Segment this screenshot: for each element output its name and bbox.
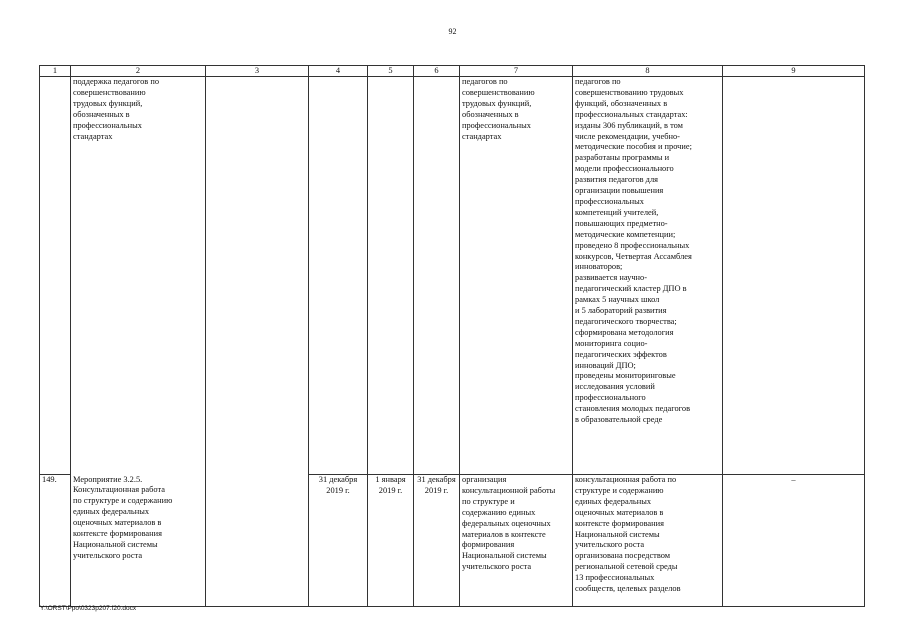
text-line: совершенствованию — [73, 87, 146, 97]
text-line: учительского роста — [73, 550, 143, 560]
expected-result-cell — [460, 77, 573, 475]
text-line: содержанию единых — [462, 507, 536, 517]
table-row-continued — [40, 77, 865, 475]
text-line: Консультационная работа — [73, 485, 165, 495]
header-cell: 7 — [460, 66, 573, 77]
text-line: стандартах — [462, 131, 502, 141]
text-line: 2019 г. — [326, 485, 350, 495]
text-line: педагогического творчества; — [575, 316, 677, 326]
actual-result-cell — [573, 77, 723, 475]
text-line: функций, обозначенных в — [575, 98, 668, 108]
text-line: методические компетенции; — [575, 229, 676, 239]
text-line: единых федеральных — [575, 496, 652, 506]
end-date-cell — [414, 475, 460, 607]
text-line: 1 января — [375, 475, 406, 484]
start-date-cell — [368, 77, 414, 475]
text-line: совершенствованию — [462, 87, 535, 97]
activity-cell — [71, 475, 206, 607]
text-line: педагогов по — [575, 77, 621, 86]
text-line: контексте формирования — [575, 518, 664, 528]
header-cell: 9 — [723, 66, 865, 77]
page-number: 92 — [448, 27, 457, 36]
text-line: региональной сетевой среды — [575, 562, 678, 572]
text-line: оценочных материалов в — [73, 518, 162, 528]
header-cell: 3 — [206, 66, 309, 77]
text-line: повышающих предметно- — [575, 218, 668, 228]
file-path-footer: Y:\ORST\Ppo\0323p207.f20.docx — [40, 605, 137, 612]
deadline-cell — [309, 475, 368, 607]
text-line: педагогический кластер ДПО в — [575, 284, 687, 294]
header-cell: 8 — [573, 66, 723, 77]
text-line: контексте формирования — [73, 529, 162, 539]
text-line: 2019 г. — [378, 485, 403, 495]
text-line: развития педагогов для — [575, 175, 658, 185]
text-line: по структуре и содержанию — [73, 496, 173, 506]
text-line: сформирована методология — [575, 327, 674, 337]
text-line: и 5 лабораторий развития — [575, 306, 667, 316]
text-line: 31 декабря — [318, 475, 358, 484]
text-line: рамках 5 научных школ — [575, 295, 660, 305]
text-line: исследования условий — [575, 382, 655, 392]
text-line: материалов в контексте — [462, 529, 546, 539]
executor-cell — [206, 77, 309, 607]
text-line: стандартах — [73, 131, 113, 141]
text-line: Национальной системы — [575, 529, 660, 539]
header-row — [40, 66, 865, 77]
text-line: профессиональных стандартах: — [575, 109, 688, 119]
text-line: федеральных оценочных — [462, 518, 551, 528]
text-line: инноваторов; — [575, 262, 623, 272]
text-line: компетенций учителей, — [575, 207, 659, 217]
text-line: становления молодых педагогов — [575, 404, 691, 414]
text-line: оценочных материалов в — [575, 507, 664, 517]
text-line: совершенствованию трудовых — [575, 87, 684, 97]
text-line: консультационной работы — [462, 485, 556, 495]
text-line: развивается научно- — [575, 273, 647, 283]
text-line: изданы 306 публикаций, в том — [575, 120, 683, 130]
end-date-cell — [414, 77, 460, 475]
actual-result-cell — [573, 475, 723, 607]
activity-cell — [71, 77, 206, 475]
text-line: инноваций ДПО; — [575, 360, 636, 370]
text-line: профессиональных — [73, 120, 142, 130]
text-line: профессиональных — [575, 196, 644, 206]
notes-cell: – — [723, 475, 865, 607]
text-line: проведено 8 профессиональных — [575, 240, 690, 250]
text-line: педагогических эффектов — [575, 349, 667, 359]
text-line: разработаны программы и — [575, 153, 670, 163]
text-line: консультационная работа по — [575, 475, 677, 484]
row-number-cell — [40, 77, 71, 475]
expected-result-cell — [460, 475, 573, 607]
row-number-cell: 149. — [40, 475, 71, 607]
text-line: организации повышения — [575, 186, 664, 196]
text-line: конкурсов, Четвертая Ассамблея — [575, 251, 692, 261]
text-line: трудовых функций, — [73, 98, 143, 108]
text-line: по структуре и — [462, 496, 515, 506]
text-line: Национальной системы — [462, 551, 547, 561]
text-line: в образовательной среде — [575, 415, 663, 425]
header-cell: 2 — [71, 66, 206, 77]
deadline-cell — [309, 77, 368, 475]
text-line: 13 профессиональных — [575, 573, 655, 583]
text-line: сообществ, целевых разделов — [575, 584, 681, 594]
start-date-cell — [368, 475, 414, 607]
table-row-149 — [40, 475, 865, 607]
text-line: методические пособия и прочие; — [575, 142, 692, 152]
text-line: мониторинга социо- — [575, 338, 648, 348]
text-line: обозначенных в — [462, 109, 519, 119]
text-line: 31 декабря — [417, 475, 456, 484]
text-line: организация — [462, 475, 507, 484]
text-line: Мероприятие 3.2.5. — [73, 474, 143, 484]
text-line: профессионального — [575, 393, 646, 403]
text-line: педагогов по — [462, 77, 508, 86]
header-cell: 6 — [414, 66, 460, 77]
text-line: учительского роста — [462, 562, 532, 572]
text-line: единых федеральных — [73, 507, 150, 517]
text-line: проведены мониторинговые — [575, 371, 676, 381]
text-line: 2019 г. — [424, 485, 449, 495]
text-line: числе рекомендации, учебно- — [575, 131, 680, 141]
header-cell: 5 — [368, 66, 414, 77]
text-line: учительского роста — [575, 540, 645, 550]
text-line: трудовых функций, — [462, 98, 532, 108]
text-line: поддержка педагогов по — [73, 77, 160, 86]
header-cell: 4 — [309, 66, 368, 77]
text-line: модели профессионального — [575, 164, 674, 174]
text-line: профессиональных — [462, 120, 531, 130]
program-table — [39, 65, 865, 607]
text-line: структуре и содержанию — [575, 485, 664, 495]
header-cell: 1 — [40, 66, 71, 77]
notes-cell — [723, 77, 865, 475]
text-line: организована посредством — [575, 551, 671, 561]
text-line: обозначенных в — [73, 109, 130, 119]
text-line: формирования — [462, 540, 515, 550]
text-line: Национальной системы — [73, 539, 158, 549]
